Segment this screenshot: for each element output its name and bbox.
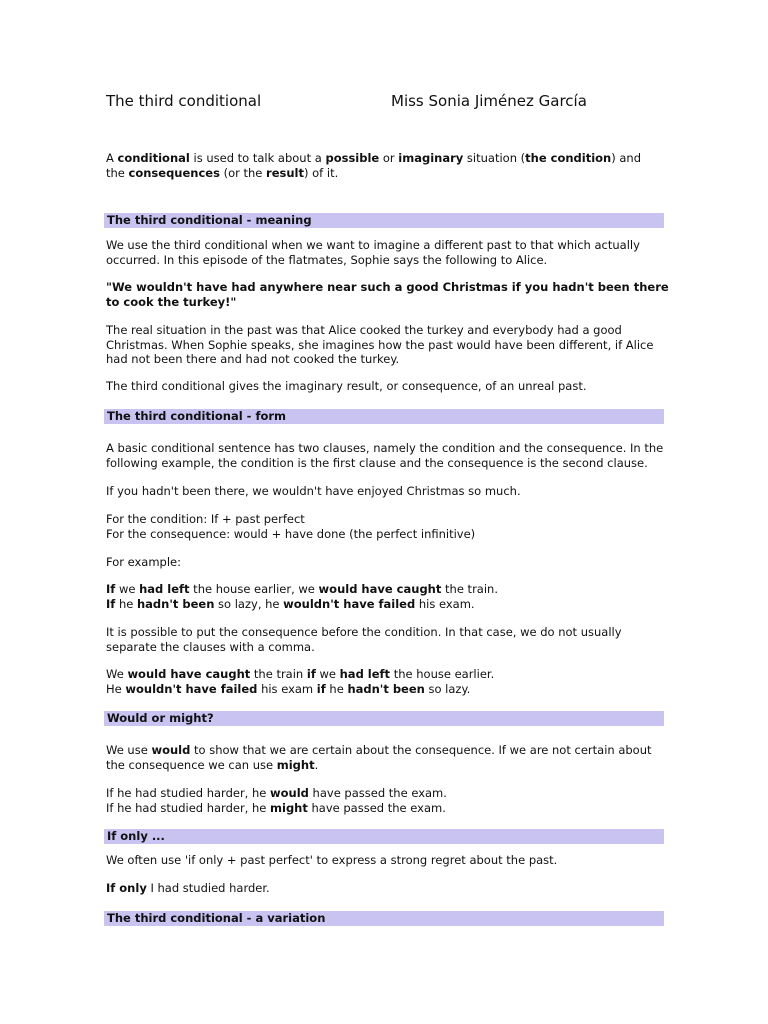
- would-might-examples: [106, 786, 664, 815]
- section-heading-if-only: If only ...: [104, 829, 664, 844]
- text-line: For the condition: If + past perfect: [106, 512, 305, 526]
- intro-paragraph: [106, 151, 664, 180]
- meaning-paragraph-1: [106, 238, 664, 267]
- form-examples-1: [106, 582, 664, 611]
- if-only-paragraph: [106, 853, 664, 868]
- if-only-example: [106, 881, 664, 896]
- text-line: the consequence we can use might.: [106, 757, 319, 772]
- meaning-paragraph-2: [106, 323, 664, 367]
- form-paragraph-1: [106, 441, 664, 470]
- text-line: It is possible to put the consequence before the condition. In that case, we do not usually: [106, 625, 622, 639]
- would-might-paragraph: [106, 743, 664, 772]
- document-title: The third conditional: [106, 92, 262, 110]
- example-line: If he hadn't been so lazy, he wouldn't have failed his exam.: [106, 596, 475, 611]
- quote-line: "We wouldn't have had anywhere near such a good Christmas if you hadn't been there: [106, 280, 669, 294]
- meaning-paragraph-3: [106, 379, 664, 394]
- section-heading-meaning: The third conditional - meaning: [104, 213, 664, 228]
- section-heading-variation: The third conditional - a variation: [104, 911, 664, 926]
- text-line: For example:: [106, 555, 181, 569]
- quote-line: to cook the turkey!": [106, 294, 237, 309]
- form-examples-2: [106, 667, 664, 696]
- section-heading-would-might: Would or might?: [104, 711, 664, 726]
- text-line: If you hadn't been there, we wouldn't have enjoyed Christmas so much.: [106, 484, 521, 498]
- text-line: For the consequence: would + have done (the perfect infinitive): [106, 526, 476, 541]
- example-line: If only I had studied harder.: [106, 881, 270, 895]
- text-line: We often use 'if only + past perfect' to express a strong regret about the past.: [106, 853, 558, 867]
- text-line: Christmas. When Sophie speaks, she imagines how the past would have been different, if Alice: [106, 337, 654, 352]
- example-line: If he had studied harder, he might have passed the exam.: [106, 800, 446, 815]
- form-for-example: [106, 555, 664, 570]
- form-rules: [106, 512, 664, 541]
- example-line: If we had left the house earlier, we would have caught the train.: [106, 582, 498, 596]
- text-line: separate the clauses with a comma.: [106, 639, 315, 654]
- text-line: following example, the condition is the first clause and the consequence is the second clause.: [106, 455, 648, 470]
- text-line: occurred. In this episode of the flatmates, Sophie says the following to Alice.: [106, 252, 548, 267]
- form-paragraph-5: [106, 625, 664, 654]
- text-line: The real situation in the past was that Alice cooked the turkey and everybody had a good: [106, 323, 622, 337]
- text-line: A basic conditional sentence has two clauses, namely the condition and the consequence. In the: [106, 441, 664, 455]
- example-line: We would have caught the train if we had left the house earlier.: [106, 667, 495, 681]
- author-name: Miss Sonia Jiménez García: [391, 92, 587, 110]
- intro-line-2: the consequences (or the result) of it.: [106, 165, 339, 180]
- text-line: had not been there and had not cooked the turkey.: [106, 352, 400, 366]
- text-line: The third conditional gives the imaginary result, or consequence, of an unreal past.: [106, 379, 587, 393]
- text-line: We use would to show that we are certain about the consequence. If we are not certain about: [106, 743, 652, 757]
- section-heading-form: The third conditional - form: [104, 409, 664, 424]
- example-line: If he had studied harder, he would have passed the exam.: [106, 786, 447, 800]
- text-line: We use the third conditional when we want to imagine a different past to that which actually: [106, 238, 640, 252]
- form-example-sentence: [106, 484, 664, 499]
- meaning-quote: [106, 280, 669, 309]
- example-line: He wouldn't have failed his exam if he hadn't been so lazy.: [106, 681, 471, 696]
- intro-line-1: A conditional is used to talk about a possible or imaginary situation (the condition) and: [106, 151, 642, 165]
